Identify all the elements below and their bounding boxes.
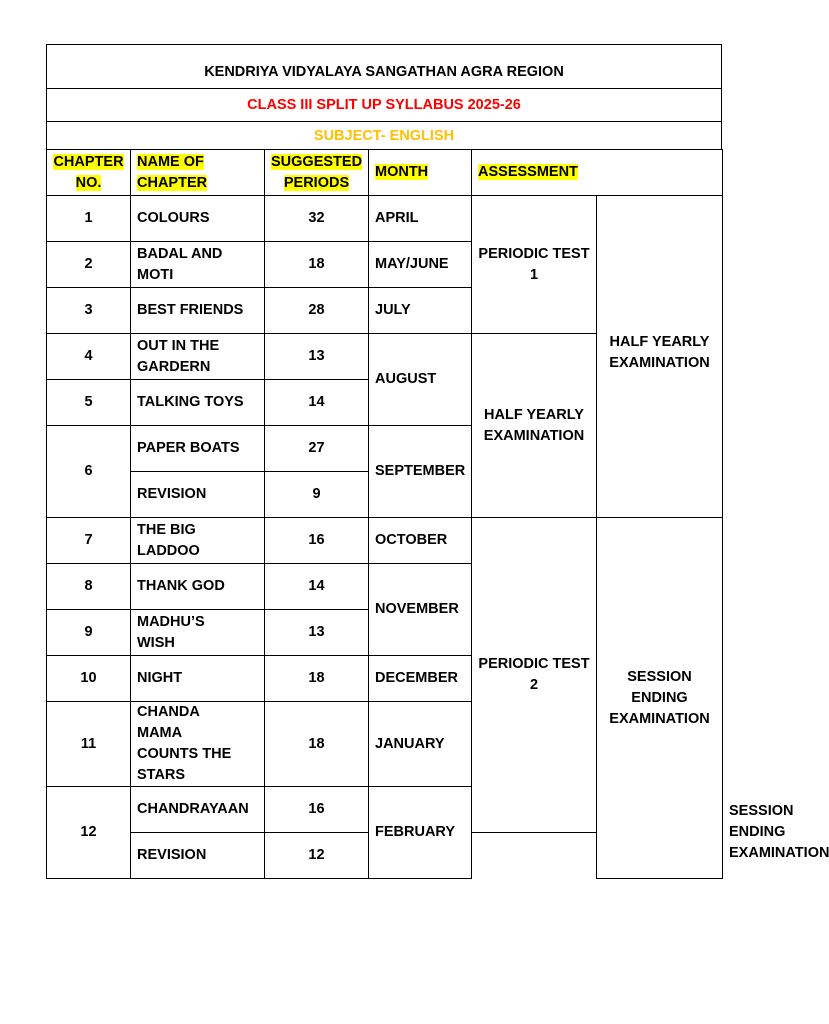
header-assessment: ASSESSMENT: [472, 150, 723, 196]
chapter-periods: 12: [265, 833, 369, 879]
header-chapter-no: CHAPTER NO.: [47, 150, 131, 196]
chapter-no: 4: [47, 334, 131, 380]
chapter-name: PAPER BOATS: [131, 426, 265, 472]
chapter-periods: 16: [265, 787, 369, 833]
chapter-no: 6: [47, 426, 131, 518]
chapter-name: BADAL AND MOTI: [131, 242, 265, 288]
chapter-name: TALKING TOYS: [131, 380, 265, 426]
chapter-periods: 16: [265, 518, 369, 564]
syllabus-table: [46, 149, 829, 879]
chapter-month: JULY: [369, 288, 472, 334]
chapter-no: 11: [47, 702, 131, 787]
chapter-name: MADHU’S WISH: [131, 610, 265, 656]
chapter-periods: 18: [265, 702, 369, 787]
table-row: [47, 196, 723, 242]
header-chapter-name: NAME OF CHAPTER: [131, 150, 265, 196]
chapter-periods: 18: [265, 656, 369, 702]
table-row: 12 CHANDRAYAAN 16 FEBRUARY SESSION ENDING EXAMINATION: [47, 787, 723, 833]
chapter-name: THANK GOD: [131, 564, 265, 610]
chapter-no: 1: [47, 196, 131, 242]
assessment-periodic-test-2: PERIODIC TEST 2: [472, 518, 597, 833]
chapter-no: 5: [47, 380, 131, 426]
document-subtitle: CLASS III SPLIT UP SYLLABUS 2025-26: [46, 88, 722, 121]
chapter-no: 8: [47, 564, 131, 610]
chapter-no: 7: [47, 518, 131, 564]
header-month: MONTH: [369, 150, 472, 196]
chapter-periods: 13: [265, 334, 369, 380]
assessment-periodic-test-1: PERIODIC TEST 1: [472, 196, 597, 334]
chapter-month: FEBRUARY: [369, 787, 472, 879]
chapter-periods: 14: [265, 564, 369, 610]
chapter-month: APRIL: [369, 196, 472, 242]
chapter-periods: 9: [265, 472, 369, 518]
assessment-half-yearly-outer: HALF YEARLY EXAMINATION: [597, 196, 723, 518]
chapter-name: REVISION: [131, 472, 265, 518]
chapter-name: BEST FRIENDS: [131, 288, 265, 334]
table-row: [47, 518, 723, 564]
chapter-name: CHANDRAYAAN: [131, 787, 265, 833]
header-periods: SUGGESTED PERIODS: [265, 150, 369, 196]
chapter-month: SEPTEMBER: [369, 426, 472, 518]
chapter-name: NIGHT: [131, 656, 265, 702]
chapter-name: REVISION: [131, 833, 265, 879]
assessment-session-ending-outer: SESSION ENDING EXAMINATION: [597, 518, 723, 879]
header-row: [47, 150, 723, 196]
chapter-no: 12: [47, 787, 131, 879]
assessment-half-yearly: HALF YEARLY EXAMINATION: [472, 334, 597, 518]
chapter-no: 10: [47, 656, 131, 702]
document-title: KENDRIYA VIDYALAYA SANGATHAN AGRA REGION: [46, 44, 722, 88]
chapter-name: COLOURS: [131, 196, 265, 242]
chapter-name: OUT IN THE GARDERN: [131, 334, 265, 380]
chapter-name: THE BIG LADDOO: [131, 518, 265, 564]
chapter-month: NOVEMBER: [369, 564, 472, 656]
chapter-no: 3: [47, 288, 131, 334]
chapter-periods: 14: [265, 380, 369, 426]
chapter-no: 2: [47, 242, 131, 288]
subject-line: SUBJECT- ENGLISH: [46, 121, 722, 149]
chapter-no: 9: [47, 610, 131, 656]
chapter-periods: 13: [265, 610, 369, 656]
chapter-month: DECEMBER: [369, 656, 472, 702]
chapter-periods: 27: [265, 426, 369, 472]
chapter-name: CHANDA MAMA COUNTS THE STARS: [131, 702, 265, 787]
chapter-periods: 18: [265, 242, 369, 288]
chapter-periods: 32: [265, 196, 369, 242]
syllabus-document: [46, 44, 829, 879]
chapter-month: MAY/JUNE: [369, 242, 472, 288]
chapter-month: AUGUST: [369, 334, 472, 426]
chapter-month: JANUARY: [369, 702, 472, 787]
chapter-month: OCTOBER: [369, 518, 472, 564]
chapter-periods: 28: [265, 288, 369, 334]
